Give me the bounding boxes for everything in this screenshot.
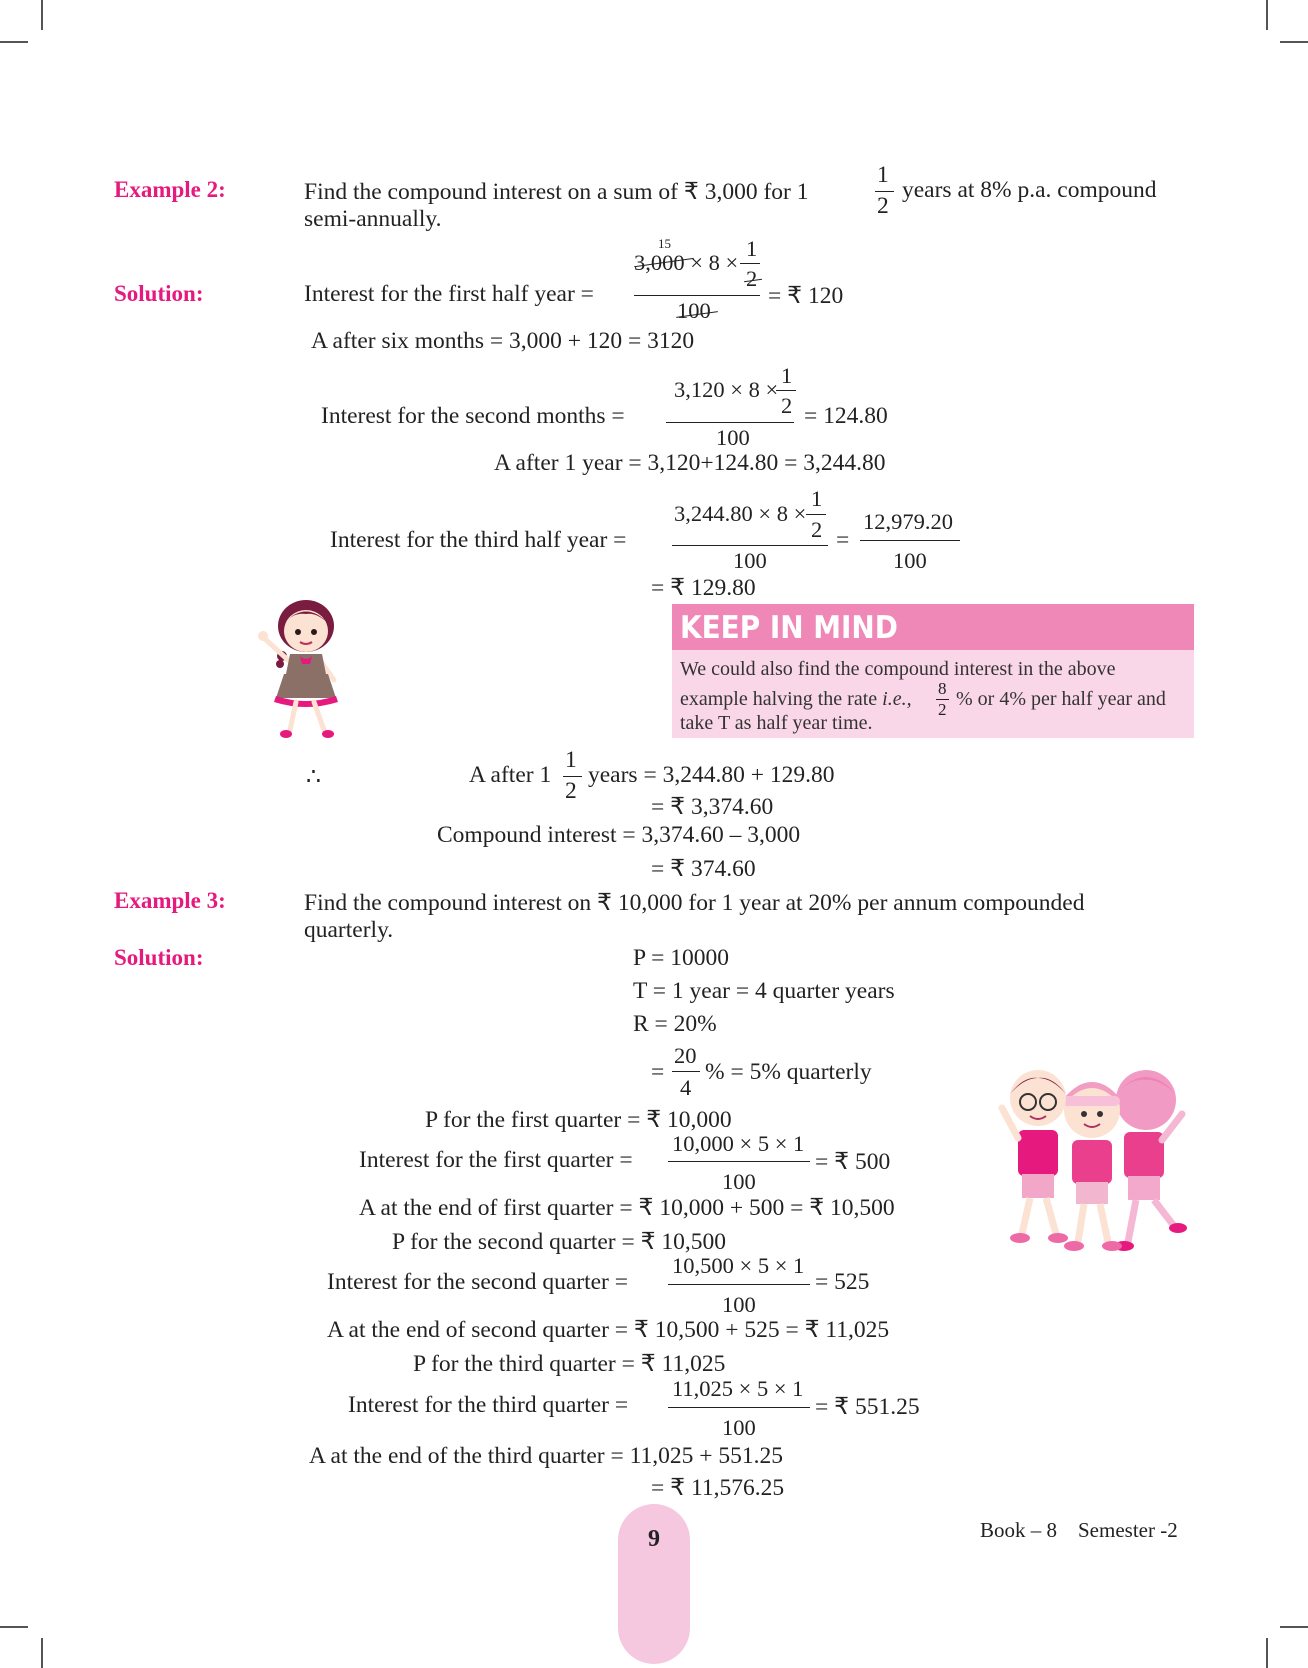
q3-a-line: A at the end of the third quarter = 11,025 + 551.25 bbox=[309, 1443, 783, 1469]
s3-r2-eq: = bbox=[651, 1059, 665, 1085]
crop-mark-top-left-h bbox=[0, 41, 28, 43]
solution-2-label: Solution: bbox=[114, 281, 204, 306]
compound-interest-result: = ₹ 374.60 bbox=[651, 856, 756, 882]
page-number-tab bbox=[618, 1504, 690, 1664]
q1-i-res: = ₹ 500 bbox=[815, 1149, 891, 1175]
q3-a-result: = ₹ 11,576.25 bbox=[651, 1475, 785, 1501]
q1-a-line: A at the end of first quarter = ₹ 10,000 + 500 = ₹ 10,500 bbox=[359, 1195, 895, 1221]
example-3-question-a: Find the compound interest on ₹ 10,000 for 1 year at 20% per annum compounded bbox=[304, 890, 1085, 916]
keep-in-mind-title: KEEP IN MIND bbox=[680, 610, 898, 646]
step1-result: = ₹ 120 bbox=[768, 283, 844, 309]
example-2-frac-den: 2 bbox=[877, 193, 889, 219]
q3-i-label: Interest for the third quarter = bbox=[348, 1392, 629, 1418]
final-a-frac-num: 1 bbox=[565, 747, 577, 773]
keep-in-mind-ie: i.e., bbox=[882, 688, 912, 710]
step3-half-den: 2 bbox=[781, 393, 793, 418]
q1-i-label: Interest for the first quarter = bbox=[359, 1147, 633, 1173]
step4-line: A after 1 year = 3,120+124.80 = 3,244.80 bbox=[494, 450, 886, 476]
s3-r2-num: 20 bbox=[674, 1043, 697, 1068]
s3-r2-den: 4 bbox=[680, 1075, 692, 1100]
crop-mark-bottom-right-v bbox=[1266, 1638, 1268, 1668]
step5-denominator: 100 bbox=[733, 548, 767, 573]
book-semester-label: Book – 8 Semester -2 bbox=[980, 1518, 1178, 1542]
step5-denominator-2: 100 bbox=[893, 548, 927, 573]
step3-half-bar bbox=[776, 390, 796, 391]
step1-denominator: 100 bbox=[677, 298, 711, 323]
q2-a-line: A at the end of second quarter = ₹ 10,500 + 525 = ₹ 11,025 bbox=[327, 1317, 890, 1343]
step5-frac-bar-2 bbox=[860, 540, 960, 541]
example-3-question-b: quarterly. bbox=[304, 917, 394, 943]
step5-numerator-2: 12,979.20 bbox=[863, 509, 953, 534]
q3-i-bar bbox=[668, 1407, 810, 1408]
keep-in-mind-header bbox=[672, 604, 1194, 650]
final-a-frac-bar bbox=[563, 776, 582, 777]
final-a-result: = ₹ 3,374.60 bbox=[651, 794, 774, 820]
q2-i-res: = 525 bbox=[815, 1269, 870, 1295]
step1-half-bar bbox=[740, 263, 760, 264]
s3-r: R = 20% bbox=[633, 1011, 717, 1037]
keep-in-mind-line-2-b: % or 4% per half year and bbox=[956, 688, 1166, 710]
step1-half-den: 2 bbox=[746, 266, 758, 291]
crop-mark-bottom-left-v bbox=[41, 1638, 43, 1668]
example-2-frac-num: 1 bbox=[877, 162, 889, 188]
page-number: 9 bbox=[648, 1526, 660, 1552]
step5-half-den: 2 bbox=[811, 517, 823, 542]
q2-p-line: P for the second quarter = ₹ 10,500 bbox=[392, 1229, 727, 1255]
q2-i-bar bbox=[668, 1284, 810, 1285]
step5-numerator: 3,244.80 × 8 × bbox=[674, 501, 807, 526]
keep-in-mind-line-2 bbox=[680, 688, 912, 711]
solution-3-label: Solution: bbox=[114, 945, 204, 970]
s3-t: T = 1 year = 4 quarter years bbox=[633, 978, 895, 1004]
q3-i-num: 11,025 × 5 × 1 bbox=[672, 1376, 804, 1401]
final-a-frac-den: 2 bbox=[565, 778, 577, 804]
step5-label: Interest for the third half year = bbox=[330, 527, 627, 553]
q1-i-den: 100 bbox=[722, 1169, 756, 1194]
step3-frac-bar bbox=[666, 422, 794, 423]
q1-i-num: 10,000 × 5 × 1 bbox=[672, 1131, 805, 1156]
example-2-question-c: semi-annually. bbox=[304, 206, 442, 232]
example-3-label: Example 3: bbox=[114, 888, 226, 913]
keep-in-mind-line-1: We could also find the compound interest in the above bbox=[680, 658, 1116, 680]
keep-in-mind-frac-den: 2 bbox=[938, 700, 947, 719]
step2-line: A after six months = 3,000 + 120 = 3120 bbox=[311, 328, 695, 354]
example-2-label: Example 2: bbox=[114, 177, 226, 202]
final-a-label: A after 1 bbox=[469, 762, 552, 788]
q3-p-line: P for the third quarter = ₹ 11,025 bbox=[413, 1351, 726, 1377]
compound-interest-line: Compound interest = 3,374.60 – 3,000 bbox=[437, 822, 801, 848]
example-2-frac-bar bbox=[875, 191, 894, 192]
crop-mark-top-right-v bbox=[1266, 0, 1268, 30]
crop-mark-bottom-left-h bbox=[0, 1626, 28, 1628]
step5-eq: = bbox=[836, 527, 850, 553]
example-2-question-b: years at 8% p.a. compound bbox=[902, 177, 1157, 203]
q1-p-line: P for the first quarter = ₹ 10,000 bbox=[425, 1107, 732, 1133]
step1-small-note: 15 bbox=[658, 236, 671, 251]
q3-i-res: = ₹ 551.25 bbox=[815, 1394, 920, 1420]
final-a-rest: years = 3,244.80 + 129.80 bbox=[588, 762, 835, 788]
keep-in-mind-body bbox=[672, 650, 1194, 738]
crop-mark-bottom-right-h bbox=[1280, 1626, 1308, 1628]
crop-mark-top-left-v bbox=[41, 0, 43, 30]
step5-half-num: 1 bbox=[811, 486, 823, 511]
step5-half-bar bbox=[806, 514, 826, 515]
step3-numerator: 3,120 × 8 × bbox=[674, 377, 779, 402]
s3-r2-rest: % = 5% quarterly bbox=[705, 1059, 872, 1085]
step1-label: Interest for the first half year = bbox=[304, 281, 594, 307]
s3-p: P = 10000 bbox=[633, 945, 729, 971]
q3-i-den: 100 bbox=[722, 1415, 756, 1440]
step5-result: = ₹ 129.80 bbox=[651, 575, 756, 601]
step3-label: Interest for the second months = bbox=[321, 403, 625, 429]
q2-i-num: 10,500 × 5 × 1 bbox=[672, 1253, 805, 1278]
step3-result: = 124.80 bbox=[804, 403, 888, 429]
q2-i-label: Interest for the second quarter = bbox=[327, 1269, 629, 1295]
therefore-symbol: ∴ bbox=[306, 764, 321, 790]
s3-r2-bar bbox=[672, 1071, 700, 1072]
keep-in-mind-frac-num: 8 bbox=[938, 679, 947, 698]
keep-in-mind-line-3: take T as half year time. bbox=[680, 712, 873, 734]
step1-half-num: 1 bbox=[746, 236, 758, 261]
girl-illustration bbox=[254, 598, 366, 750]
example-2-question-a: Find the compound interest on a sum of ₹ 3,000 for 1 bbox=[304, 179, 809, 205]
keep-in-mind-line-2-a: example halving the rate bbox=[680, 688, 878, 710]
step5-frac-bar bbox=[672, 545, 828, 546]
kids-illustration bbox=[996, 1056, 1192, 1260]
crop-mark-top-right-h bbox=[1280, 41, 1308, 43]
step1-frac-bar bbox=[634, 295, 760, 296]
step3-half-num: 1 bbox=[781, 363, 793, 388]
q1-i-bar bbox=[668, 1161, 810, 1162]
step3-denominator: 100 bbox=[716, 425, 750, 450]
step1-numerator: 3,000 × 8 × bbox=[634, 250, 739, 275]
q2-i-den: 100 bbox=[722, 1292, 756, 1317]
